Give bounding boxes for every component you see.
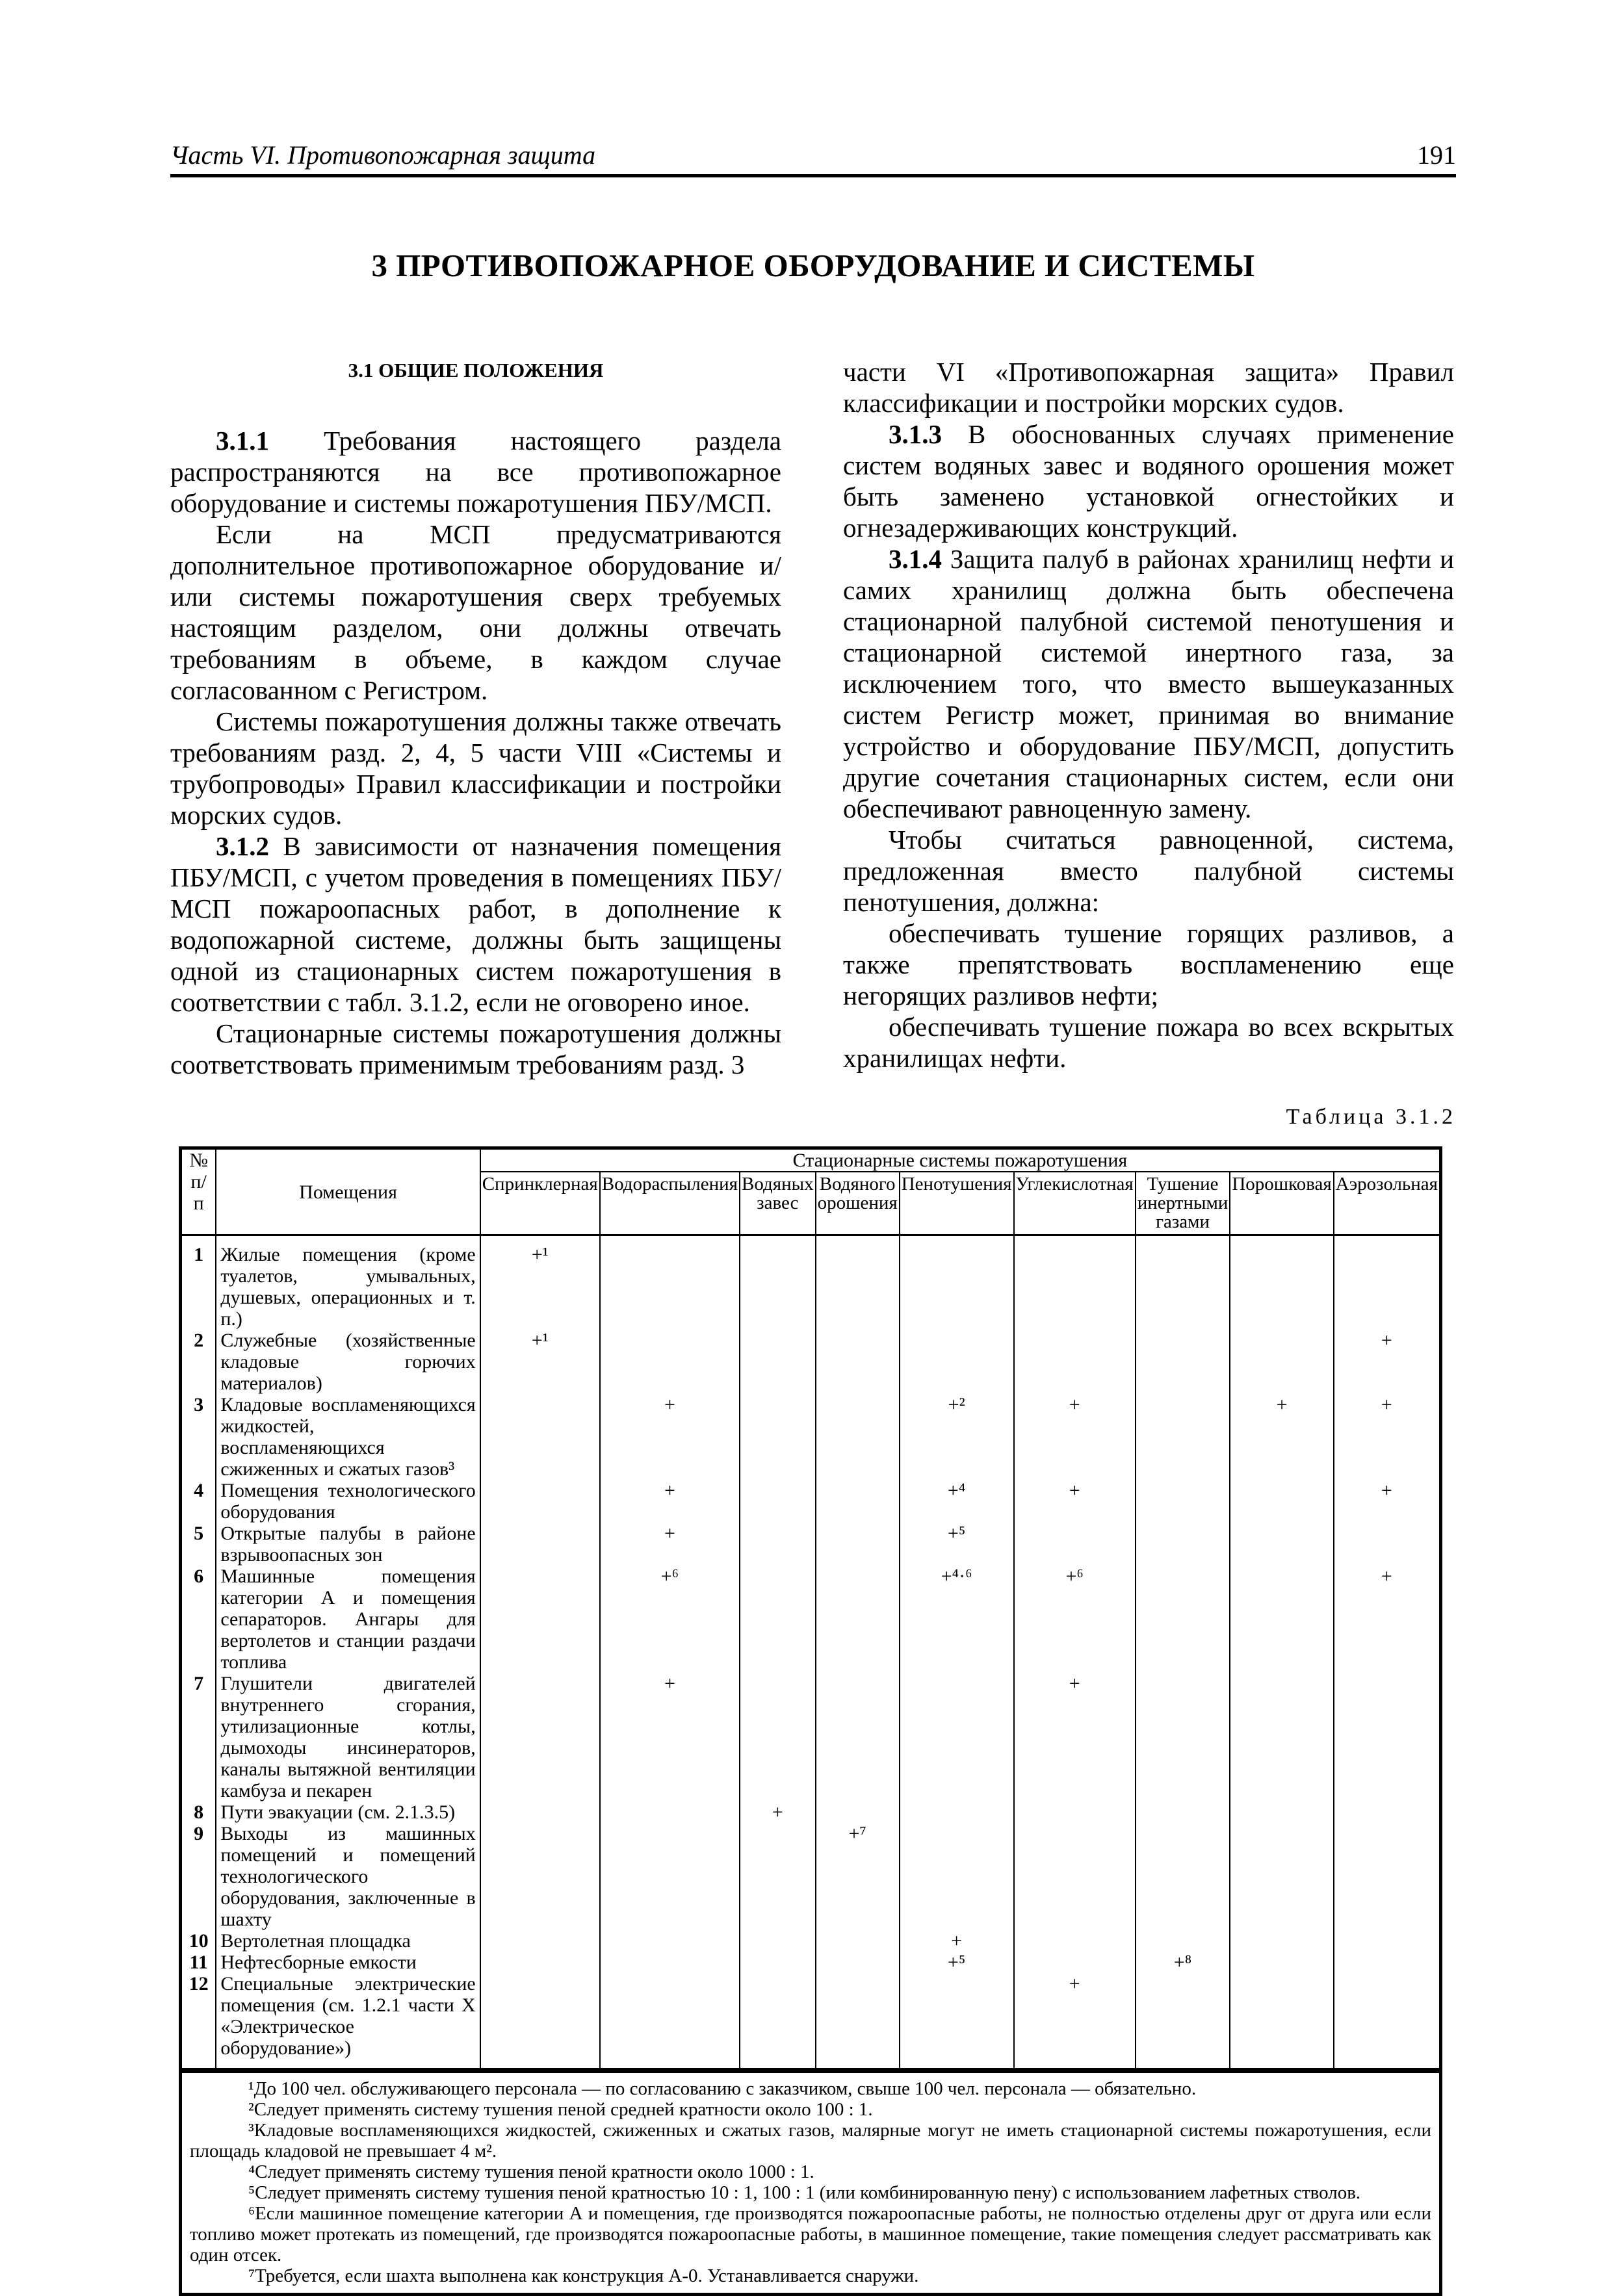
system-mark — [816, 1566, 900, 1673]
system-mark — [480, 1823, 600, 1930]
table-body — [181, 1235, 1441, 2070]
system-mark — [480, 1801, 600, 1823]
paragraph: обеспечивать тушение горящих разливов, а также препятствовать воспламенению еще негорящих разливов нефти; — [843, 918, 1454, 1011]
room-name: Нефтесборные емкости — [216, 1952, 480, 1973]
row-number: 12 — [181, 1973, 216, 2070]
system-mark: +⁷ — [816, 1823, 900, 1930]
system-mark — [1230, 1566, 1333, 1673]
system-mark — [1014, 1235, 1136, 1330]
row-number: 5 — [181, 1523, 216, 1566]
system-mark — [1136, 1523, 1230, 1566]
system-mark — [740, 1973, 816, 2070]
row-number: 8 — [181, 1801, 216, 1823]
system-mark — [1230, 1823, 1333, 1930]
system-mark — [816, 1801, 900, 1823]
system-mark — [900, 1330, 1014, 1394]
system-mark: +² — [900, 1394, 1014, 1480]
system-mark — [740, 1952, 816, 1973]
system-mark: +⁴ — [900, 1480, 1014, 1523]
system-mark — [480, 1673, 600, 1801]
system-mark: +⁵ — [900, 1952, 1014, 1973]
paragraph-text: Требования настоящего раздела распространяются на все противопожарное оборудование и системы пожаротушения ПБУ/МСП. — [170, 426, 781, 518]
system-mark — [1230, 1952, 1333, 1973]
table-row — [181, 1673, 1441, 1801]
system-mark: + — [1014, 1394, 1136, 1480]
right-column — [843, 356, 1454, 1074]
paragraph-3-1-1 — [170, 425, 781, 519]
table-caption: Таблица 3.1.2 — [1286, 1105, 1456, 1129]
table-footnote: ³Кладовые воспламеняющихся жидкостей, сжиженных и сжатых газов, малярные могут не иметь стационарной системы пожаротушения, если площадь кладовой не превышает 4 м². — [190, 2120, 1431, 2161]
system-header: Аэрозольная — [1334, 1172, 1441, 1235]
system-mark — [1136, 1566, 1230, 1673]
fire-systems-table-wrapper — [179, 1146, 1442, 2296]
system-mark — [1230, 1480, 1333, 1523]
system-mark: +¹ — [480, 1330, 600, 1394]
paragraph: Чтобы считаться равноценной, система, предложенная вместо палубной системы пенотушения, должна: — [843, 825, 1454, 917]
system-header: Порошковая — [1230, 1172, 1333, 1235]
system-mark — [740, 1480, 816, 1523]
system-mark — [1014, 1823, 1136, 1930]
paragraph-text: В зависимости от назначения помещения ПБУ/МСП, с учетом проведения в помещениях ПБУ/МСП пожароопасных работ, в дополнение к водопожарной системе, должны быть защищены одной из стационарных систем пожаротушения в соответствии с табл. 3.1.2, если не оговорено иное. — [170, 831, 781, 1017]
table-row — [181, 1480, 1441, 1523]
system-mark: +⁵ — [900, 1523, 1014, 1566]
system-mark — [1334, 1930, 1441, 1952]
room-name: Жилые помещения (кроме туалетов, умывальных, душевых, операционных и т. п.) — [216, 1235, 480, 1330]
system-mark — [1136, 1235, 1230, 1330]
system-header: Пенотушения — [900, 1172, 1014, 1235]
system-mark — [1230, 1930, 1333, 1952]
table-notes — [179, 2071, 1442, 2296]
system-mark — [600, 1930, 740, 1952]
clause-number: 3.1.4 — [889, 544, 942, 574]
system-header: Водяного орошения — [816, 1172, 900, 1235]
system-mark — [740, 1930, 816, 1952]
system-mark: + — [740, 1801, 816, 1823]
system-mark: + — [1014, 1673, 1136, 1801]
table-footnote: ²Следует применять систему тушения пеной средней кратности около 100 : 1. — [248, 2099, 873, 2120]
system-mark — [740, 1823, 816, 1930]
system-header: Спринклерная — [480, 1172, 600, 1235]
system-mark — [1230, 1235, 1333, 1330]
room-name: Помещения технологического оборудования — [216, 1480, 480, 1523]
system-mark: + — [1334, 1394, 1441, 1480]
system-mark: +⁶ — [1014, 1566, 1136, 1673]
system-header: Углекислотная — [1014, 1172, 1136, 1235]
system-mark — [1014, 1801, 1136, 1823]
paragraph-3-1-4 — [843, 543, 1454, 824]
system-mark: +¹ — [480, 1235, 600, 1330]
system-header: Тушение инертными газами — [1136, 1172, 1230, 1235]
system-mark — [900, 1673, 1014, 1801]
system-mark: + — [600, 1480, 740, 1523]
system-mark — [1334, 1673, 1441, 1801]
system-mark — [600, 1235, 740, 1330]
col-header-number: № п/п — [181, 1148, 216, 1235]
paragraph: части VI «Противопожарная защита» Правил классификации и постройки морских судов. — [843, 357, 1454, 418]
system-header: Водяных завес — [740, 1172, 816, 1235]
row-number: 1 — [181, 1235, 216, 1330]
chapter-title: 3 ПРОТИВОПОЖАРНОЕ ОБОРУДОВАНИЕ И СИСТЕМЫ — [371, 248, 1255, 283]
system-mark — [1230, 1801, 1333, 1823]
system-mark — [480, 1930, 600, 1952]
table-row — [181, 1823, 1441, 1930]
system-mark — [740, 1673, 816, 1801]
room-name: Машинные помещения категории А и помещения сепараторов. Ангары для вертолетов и станции раздачи топлива — [216, 1566, 480, 1673]
paragraph: Системы пожаротушения должны также отвечать требованиям разд. 2, 4, 5 части VIII «Системы и трубопроводы» Правил классификации и постройки морских судов. — [170, 706, 781, 830]
room-name: Вертолетная площадка — [216, 1930, 480, 1952]
system-mark: + — [900, 1930, 1014, 1952]
system-mark — [740, 1235, 816, 1330]
system-mark — [816, 1523, 900, 1566]
system-mark — [740, 1523, 816, 1566]
clause-number: 3.1.2 — [216, 831, 269, 861]
part-title: Часть VI. Противопожарная защита — [170, 140, 596, 170]
room-name: Пути эвакуации (см. 2.1.3.5) — [216, 1801, 480, 1823]
system-mark: + — [600, 1523, 740, 1566]
system-mark — [480, 1952, 600, 1973]
system-mark — [600, 1330, 740, 1394]
system-mark — [1334, 1952, 1441, 1973]
system-mark — [1230, 1973, 1333, 2070]
system-mark — [1230, 1330, 1333, 1394]
col-header-rooms: Помещения — [216, 1148, 480, 1235]
clause-number: 3.1.1 — [216, 426, 269, 456]
left-column — [170, 351, 781, 1080]
system-mark — [1014, 1930, 1136, 1952]
system-mark: + — [1230, 1394, 1333, 1480]
system-mark — [1014, 1523, 1136, 1566]
page-number: 191 — [1417, 140, 1456, 170]
system-mark — [600, 1952, 740, 1973]
system-mark — [1136, 1801, 1230, 1823]
paragraph-3-1-2 — [170, 831, 781, 1018]
system-mark: +⁴·⁶ — [900, 1566, 1014, 1673]
room-name: Глушители двигателей внутреннего сгорания, утилизационные котлы, дымоходы инсинераторов, каналы вытяжной вентиляции камбуза и пекарен — [216, 1673, 480, 1801]
system-mark: + — [600, 1673, 740, 1801]
system-mark — [900, 1235, 1014, 1330]
system-mark — [1136, 1930, 1230, 1952]
system-mark — [1334, 1235, 1441, 1330]
system-mark — [816, 1952, 900, 1973]
system-mark: + — [1014, 1480, 1136, 1523]
system-mark — [816, 1673, 900, 1801]
system-mark — [480, 1566, 600, 1673]
system-mark: +⁶ — [600, 1566, 740, 1673]
system-mark — [480, 1973, 600, 2070]
system-mark: +⁸ — [1136, 1952, 1230, 1973]
system-mark — [480, 1480, 600, 1523]
system-mark — [816, 1394, 900, 1480]
system-mark — [740, 1394, 816, 1480]
system-mark — [1014, 1330, 1136, 1394]
paragraph: Стационарные системы пожаротушения должны соответствовать применимым требованиям разд. 3 — [170, 1018, 781, 1079]
system-mark — [1014, 1952, 1136, 1973]
room-name: Служебные (хозяйственные кладовые горючих материалов) — [216, 1330, 480, 1394]
system-mark — [816, 1480, 900, 1523]
system-mark — [740, 1330, 816, 1394]
system-mark — [1136, 1394, 1230, 1480]
table-footnote: ⁶Если машинное помещение категории А и помещения, где производятся пожароопасные работы, не полностью отделены друг от друга или если топливо может протекать из помещений, где производятся пожароопасные работы, в машинное помещение, такие помещения следует рассматривать как один отсек. — [190, 2203, 1431, 2265]
table-row — [181, 1930, 1441, 1952]
row-number: 7 — [181, 1673, 216, 1801]
system-mark: + — [1334, 1566, 1441, 1673]
system-mark — [480, 1523, 600, 1566]
system-mark — [1334, 1801, 1441, 1823]
paragraph-3-1-3 — [843, 419, 1454, 543]
row-number: 9 — [181, 1823, 216, 1930]
system-mark: + — [1334, 1330, 1441, 1394]
table-row — [181, 1952, 1441, 1973]
system-mark — [816, 1235, 900, 1330]
system-header: Водораспыления — [600, 1172, 740, 1235]
fire-systems-table — [179, 1146, 1442, 2071]
row-number: 11 — [181, 1952, 216, 1973]
room-name: Кладовые воспламеняющихся жидкостей, воспламеняющихся сжиженных и сжатых газов³ — [216, 1394, 480, 1480]
row-number: 2 — [181, 1330, 216, 1394]
system-mark — [480, 1394, 600, 1480]
system-mark — [1230, 1673, 1333, 1801]
system-mark — [900, 1973, 1014, 2070]
paragraph: обеспечивать тушение пожара во всех вскрытых хранилищах нефти. — [843, 1012, 1454, 1073]
table-row — [181, 1523, 1441, 1566]
system-mark: + — [1014, 1973, 1136, 2070]
paragraph: Если на МСП предусматриваются дополнительное противопожарное оборудование и/или системы пожаротушения сверх требуемых настоящим разделом, они должны отвечать требованиям в объеме, в каждом случае согласованном с Регистром. — [170, 519, 781, 705]
clause-number: 3.1.3 — [889, 419, 942, 449]
section-heading: 3.1 ОБЩИЕ ПОЛОЖЕНИЯ — [348, 359, 604, 381]
table-footnote: ¹До 100 чел. обслуживающего персонала — по согласованию с заказчиком, свыше 100 чел. персонала — обязательно. — [248, 2078, 1197, 2099]
system-mark — [740, 1566, 816, 1673]
running-header — [170, 142, 1456, 177]
system-mark — [816, 1330, 900, 1394]
system-mark: + — [600, 1394, 740, 1480]
table-row — [181, 1801, 1441, 1823]
room-name: Открытые палубы в районе взрывоопасных зон — [216, 1523, 480, 1566]
system-mark — [1334, 1823, 1441, 1930]
table-row — [181, 1973, 1441, 2070]
paragraph-text: Защита палуб в районах хранилищ нефти и самих хранилищ должна быть обеспечена стационарной палубной системой пенотушения и стационарной системой инертного газа, за исключением того, что вместо вышеуказанных систем Регистр может, принимая во внимание устройство и оборудование ПБУ/МСП, допустить другие сочетания стационарных систем, если они обеспечивают равноценную замену. — [843, 544, 1455, 823]
system-mark — [1136, 1330, 1230, 1394]
room-name: Выходы из машинных помещений и помещений технологического оборудования, заключенные в шахту — [216, 1823, 480, 1930]
row-number: 6 — [181, 1566, 216, 1673]
system-mark: + — [1334, 1480, 1441, 1523]
system-mark — [1136, 1823, 1230, 1930]
system-mark — [900, 1801, 1014, 1823]
table-row — [181, 1330, 1441, 1394]
system-mark — [1334, 1973, 1441, 2070]
system-mark — [1136, 1480, 1230, 1523]
table-row — [181, 1394, 1441, 1480]
table-row — [181, 1566, 1441, 1673]
room-name: Специальные электрические помещения (см. 1.2.1 части X «Электрическое оборудование») — [216, 1973, 480, 2070]
system-mark — [1334, 1523, 1441, 1566]
table-footnote: ⁴Следует применять систему тушения пеной кратности около 1000 : 1. — [248, 2161, 814, 2182]
system-mark — [600, 1801, 740, 1823]
table-footnote: ⁷Требуется, если шахта выполнена как конструкция А-0. Устанавливается снаружи. — [248, 2265, 919, 2286]
system-mark — [1230, 1523, 1333, 1566]
system-mark — [600, 1823, 740, 1930]
table-footnote: ⁵Следует применять систему тушения пеной кратностью 10 : 1, 100 : 1 (или комбинированную пену) с использованием лафетных стволов. — [248, 2182, 1361, 2203]
system-mark — [600, 1973, 740, 2070]
system-mark — [816, 1973, 900, 2070]
system-mark — [816, 1930, 900, 1952]
system-mark — [1136, 1673, 1230, 1801]
systems-header: Стационарные системы пожаротушения — [480, 1148, 1441, 1172]
row-number: 10 — [181, 1930, 216, 1952]
row-number: 3 — [181, 1394, 216, 1480]
table-row — [181, 1235, 1441, 1330]
system-mark — [900, 1823, 1014, 1930]
paragraph-text: В обоснованных случаях применение систем водяных завес и водяного орошения может быть заменено установкой огнестойких и огнезадерживающих конструкций. — [843, 419, 1454, 543]
row-number: 4 — [181, 1480, 216, 1523]
system-mark — [1136, 1973, 1230, 2070]
